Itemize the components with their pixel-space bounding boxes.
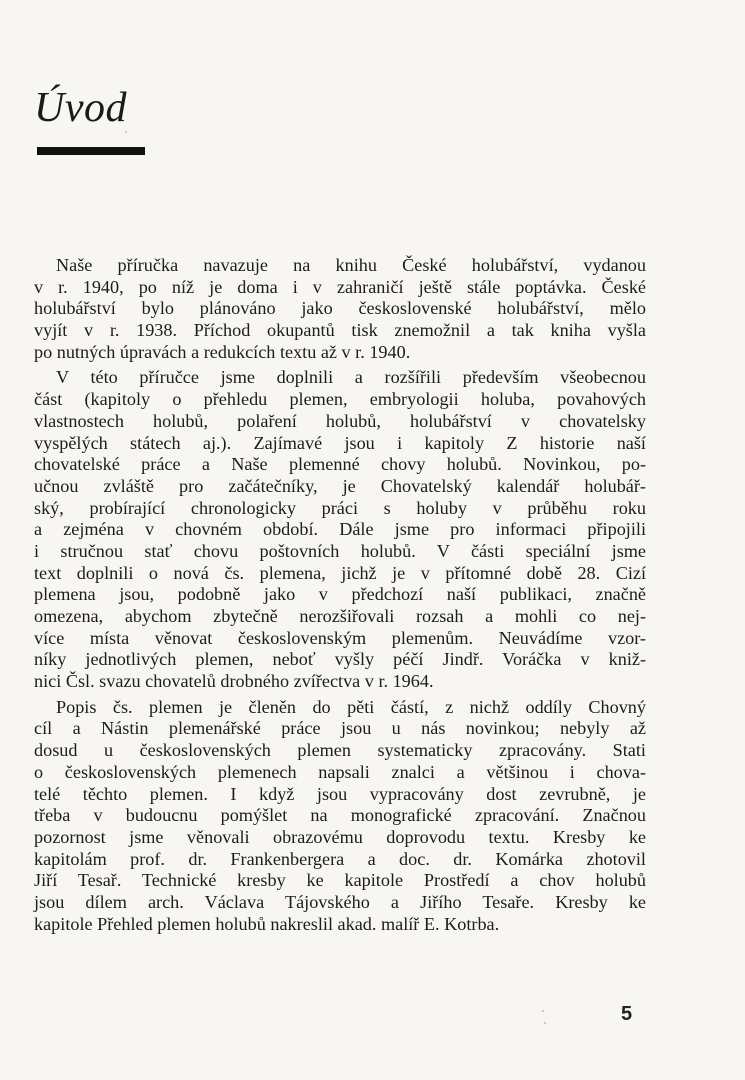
- text-line: text doplnili o nová čs. plemena, jichž je v přítomné době 28. Cizí: [34, 562, 646, 583]
- text-line: telé těchto plemen. I když jsou vypracovány dost zevrubně, je: [34, 783, 646, 804]
- text-line: dosud u československých plemen systematicky zpracovány. Stati: [34, 740, 646, 761]
- heading-underline: [37, 147, 145, 155]
- text-line: níky jednotlivých plemen, neboť vyšly péčí Jindř. Voráčka v kniž-: [34, 649, 646, 670]
- page-number: 5: [621, 1003, 633, 1025]
- paper-speck: [544, 1022, 546, 1024]
- text-line: V této příručce jsme doplnili a rozšířili především všeobecnou: [56, 367, 646, 388]
- text-line: Naše příručka navazuje na knihu České holubářství, vydanou: [56, 255, 646, 275]
- text-line: po nutných úpravách a redukcích textu až v r. 1940.: [34, 341, 411, 362]
- paper-speck: [542, 1010, 544, 1012]
- text-line: v r. 1940, po níž je doma i v zahraničí ještě stále poptávka. České: [34, 276, 646, 297]
- text-line: i stručnou stať chovu poštovních holubů. V části speciální jsme: [34, 540, 646, 561]
- text-line: nici Čsl. svazu chovatelů drobného zvířectva v r. 1964.: [34, 671, 434, 692]
- text-line: Jiří Tesař. Technické kresby ke kapitole Prostředí a chov holubů: [34, 870, 646, 891]
- text-line: chovatelské práce a Naše plemenné chovy holubů. Novinkou, po-: [34, 454, 646, 475]
- text-line: jsou dílem arch. Václava Tájovského a Jiřího Tesaře. Kresby ke: [34, 891, 646, 912]
- paper-speck: [125, 131, 127, 133]
- paragraph: [34, 255, 646, 363]
- paragraph: [34, 367, 646, 692]
- text-line: učnou zvláště pro začátečníky, je Chovatelský kalendář holubář-: [34, 475, 646, 496]
- text-line: holubářství bylo plánováno jako československé holubářství, mělo: [34, 298, 646, 319]
- text-line: třeba v budoucnu pomýšlet na monografické zpracování. Značnou: [34, 805, 646, 826]
- text-line: Popis čs. plemen je členěn do pěti částí, z nichž oddíly Chovný: [56, 696, 646, 717]
- text-line: část (kapitoly o přehledu plemen, embryologii holuba, povahových: [34, 389, 646, 410]
- text-line: kapitolám prof. dr. Frankenbergera a doc. dr. Komárka zhotovil: [34, 848, 646, 869]
- text-line: o československých plemenech napsali znalci a většinou i chova-: [34, 761, 646, 782]
- text-line: vyjít v r. 1938. Příchod okupantů tisk znemožnil a tak kniha vyšla: [34, 320, 646, 341]
- text-line: více místa věnovat československým plemenům. Neuvádíme vzor-: [34, 627, 646, 648]
- text-line: a zejména v chovném období. Dále jsme pro informaci připojili: [34, 519, 646, 540]
- paragraph: [34, 697, 646, 936]
- text-line: ský, probírající chronologicky práci s holuby v průběhu roku: [34, 497, 646, 518]
- body-text: [34, 255, 646, 939]
- text-line: omezena, abychom zbytečně nerozšiřovali rozsah a mohli co nej-: [34, 606, 646, 626]
- text-line: vlastnostech holubů, polaření holubů, holubářství v chovatelsky: [34, 410, 646, 431]
- text-line: pozornost jsme věnovali obrazovému doprovodu textu. Kresby ke: [34, 826, 646, 847]
- text-line: vyspělých státech aj.). Zajímavé jsou i kapitoly Z historie naší: [34, 432, 646, 453]
- text-line: kapitole Přehled plemen holubů nakreslil akad. malíř E. Kotrba.: [34, 913, 500, 934]
- chapter-heading: Úvod: [34, 85, 127, 131]
- text-line: plemena jsou, podobně jako v předchozí naší publikaci, značně: [34, 584, 646, 605]
- text-line: cíl a Nástin plemenářské práce jsou u nás novinkou; nebyly až: [34, 718, 646, 739]
